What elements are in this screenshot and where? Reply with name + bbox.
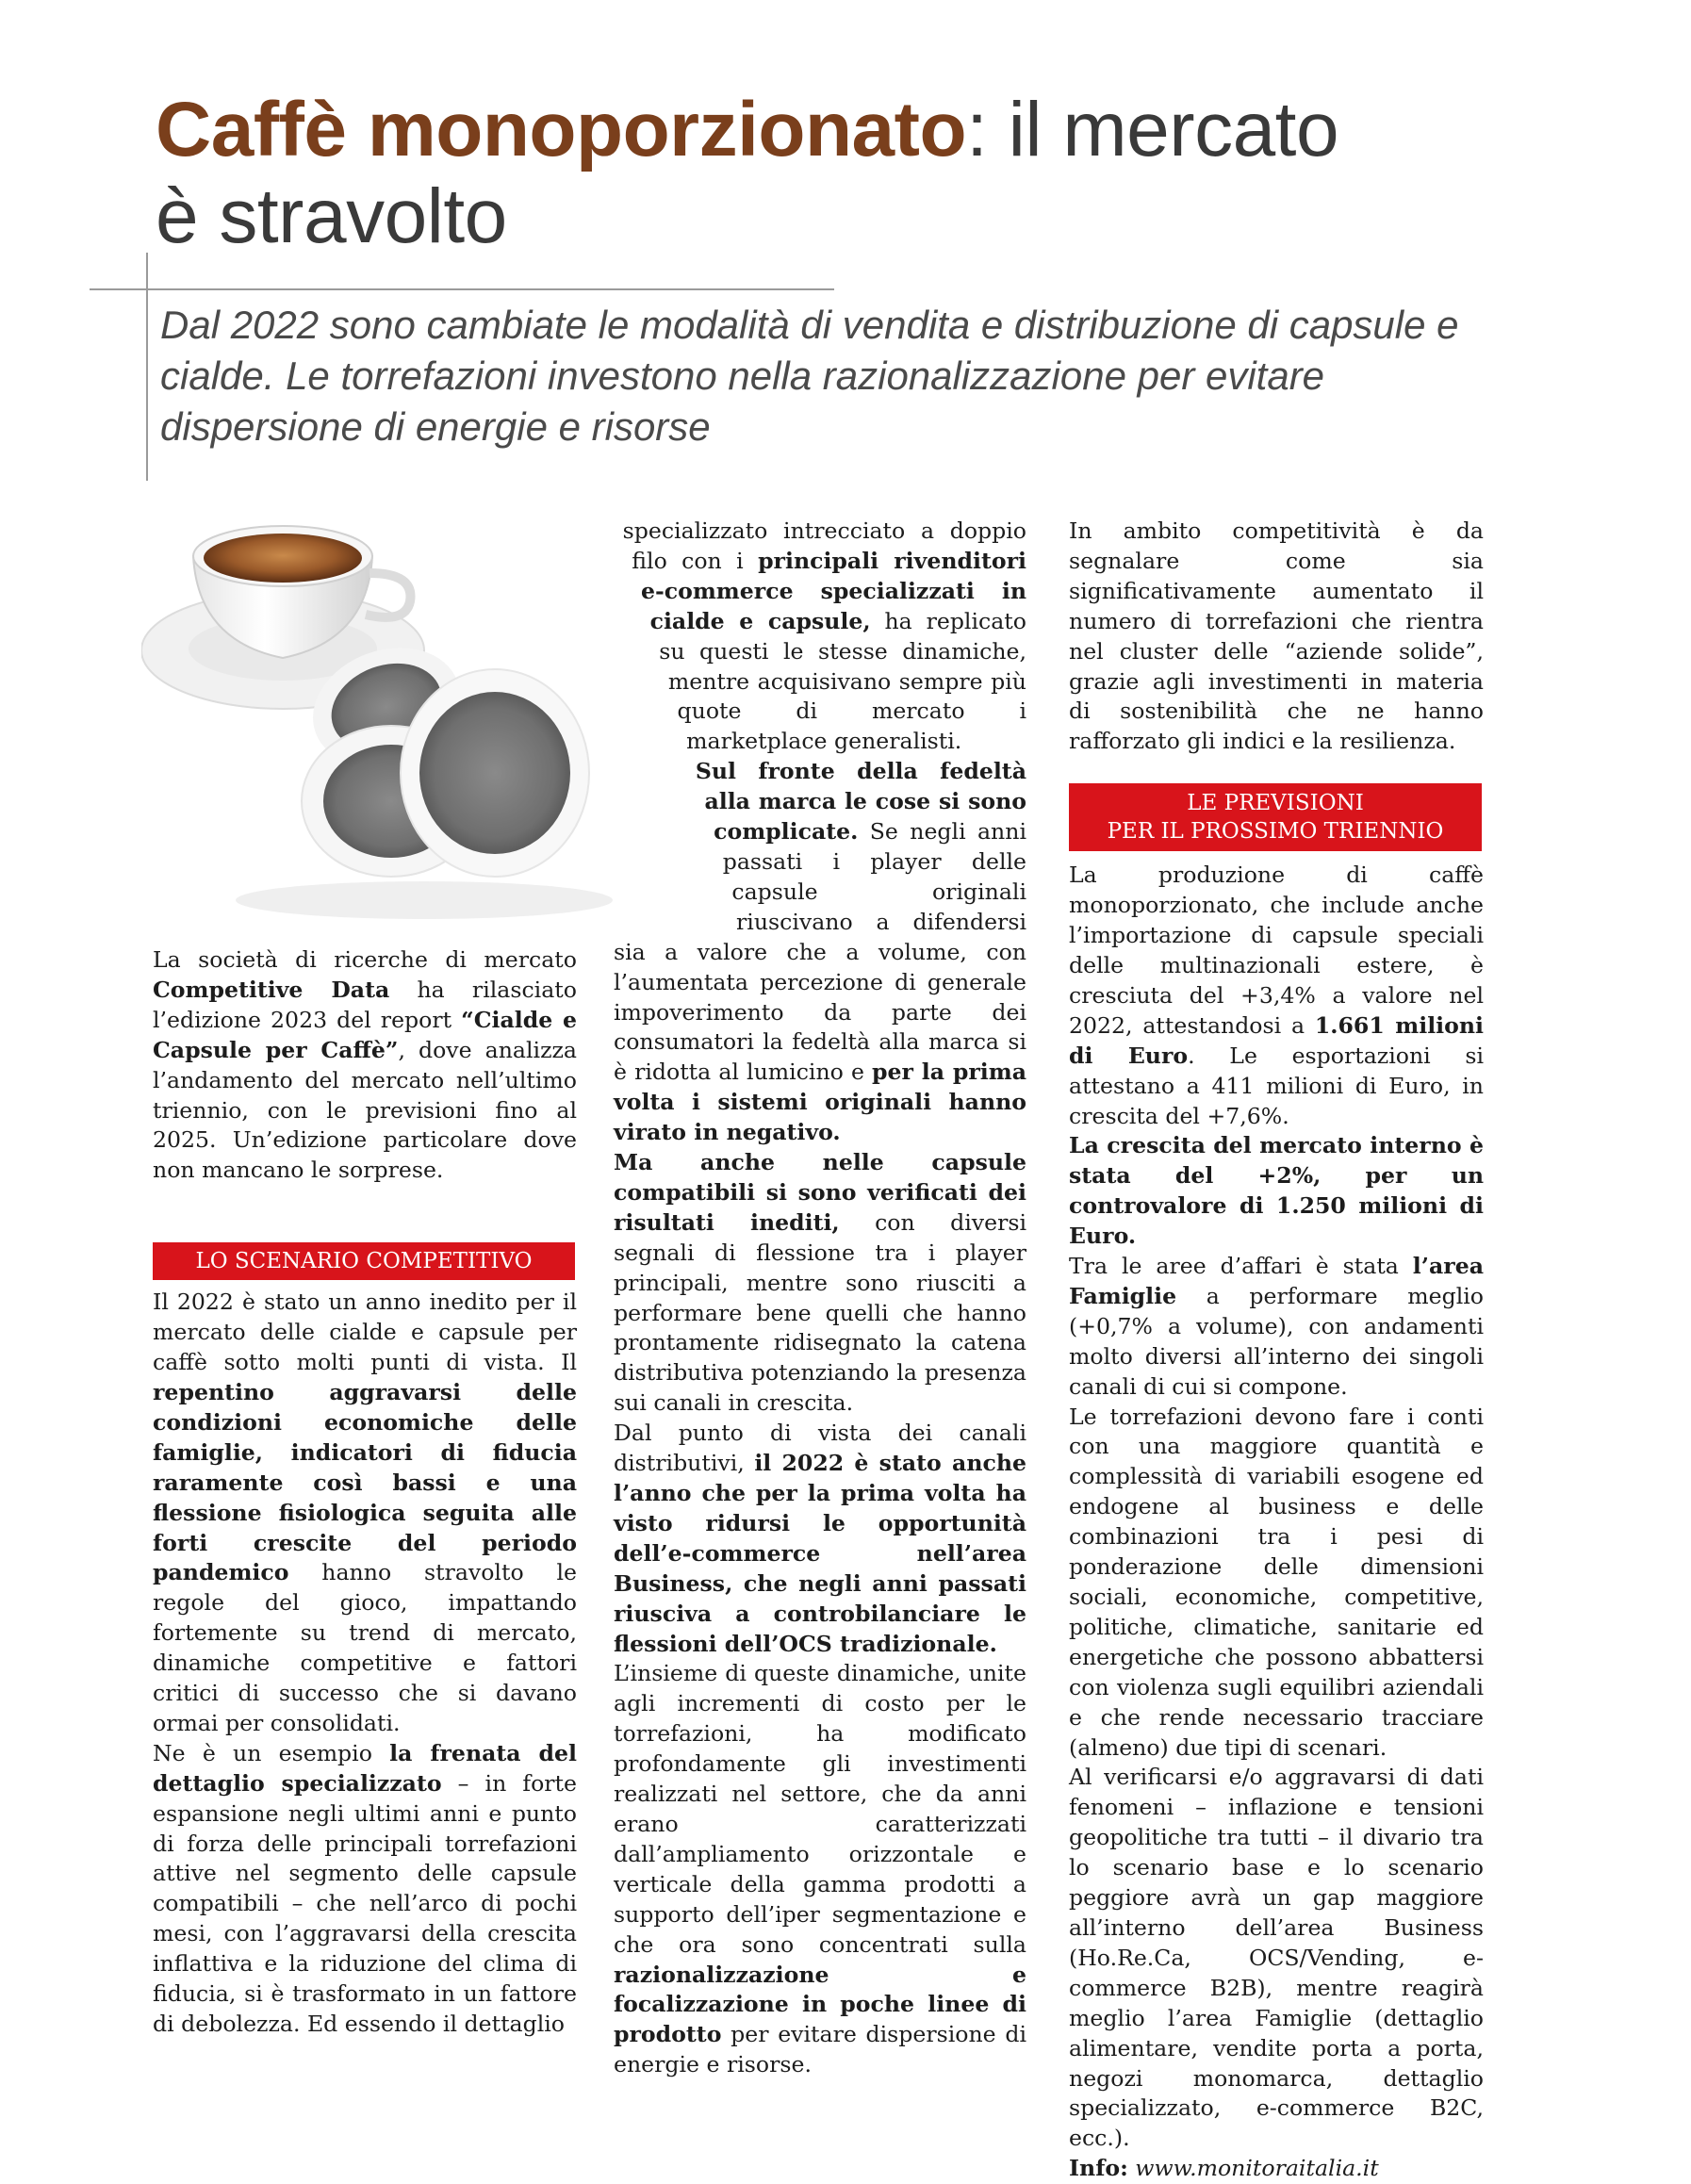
espresso-cup-and-coffee-pods-photo bbox=[141, 500, 632, 924]
article-title bbox=[156, 87, 1569, 260]
text-run: specializzato intrecciato a doppio filo con i bbox=[622, 517, 1026, 574]
text-run: Ne è un esempio bbox=[153, 1739, 390, 1766]
column-1 bbox=[153, 945, 577, 2040]
subtitle-rule bbox=[146, 253, 148, 481]
text-run-bold: repentino aggravarsi delle condizioni economiche delle famiglie, indicatori di fiducia raramente così bassi e una flessione fisiologica seguita alle forti crescite del periodo pandemico bbox=[153, 1378, 577, 1586]
text-run: ha replicato su questi le stesse dinamiche, mentre acquisivano sempre più quote di mercato i marketplace generalisti. bbox=[659, 607, 1026, 755]
info-line bbox=[1069, 2154, 1484, 2184]
text-run: La produzione di caffè monoporzionato, che include anche l’importazione di capsule speciali delle multinazionali estere, è cresciuta del +3,4% a valore nel 2022, attestandosi a bbox=[1069, 862, 1484, 1039]
paragraph-bold: La crescita del mercato interno è stata del +2%, per un controvalore di 1.250 milioni di Euro. bbox=[1069, 1132, 1484, 1250]
text-run: L’insieme di queste dinamiche, unite agli incrementi di costo per le torrefazioni, ha modificato profondamente gli investimenti realizzati nel settore, che da anni erano caratterizzati dall’ampliamento orizzontale e verticale della gamma prodotti a supporto dell’iper segmentazione e che ora sono concentrati sulla bbox=[614, 1660, 1026, 1958]
paragraph bbox=[1069, 861, 1484, 1131]
info-label: Info: bbox=[1069, 2155, 1128, 2182]
column-2 bbox=[614, 517, 1026, 2080]
paragraph bbox=[1069, 1252, 1484, 1403]
section-heading-forecast bbox=[1069, 783, 1482, 851]
text-run-bold: il 2022 è stato anche l’anno che per la prima volta ha visto ridursi le opportunità dell’e-commerce nell’area Business, che negli anni passati riusciva a controbilanciare le flessioni dell’OCS tradizionale. bbox=[614, 1450, 1026, 1657]
title-rest: : il mercato bbox=[966, 87, 1339, 172]
text-run: ha rilasciato l’edizione 2023 del report bbox=[153, 976, 577, 1033]
text-run-bold: razionalizzazione e focalizzazione in poche linee di prodotto bbox=[614, 1961, 1026, 2048]
text-run-bold: Sul fronte della fedeltà alla marca le cose si sono complicate. bbox=[695, 758, 1026, 846]
paragraph: Le torrefazioni devono fare i conti con una maggiore quantità e complessità di variabili esogene ed endogene al business e delle combinazioni tra i pesi di ponderazione delle dimensioni sociali, economiche, competitive, politiche, climatiche, sanitarie ed energetiche che possono abbattersi con violenza sugli equilibri aziendali e che rende necessario tracciare (almeno) due tipi di scenari. bbox=[1069, 1403, 1484, 1761]
text-run-bold: l’area Famiglie bbox=[1069, 1253, 1484, 1309]
title-line2: è stravolto bbox=[156, 173, 507, 259]
title-bold: Caffè monoporzionato bbox=[156, 87, 967, 172]
title-divider bbox=[90, 288, 834, 290]
paragraph: Al verificarsi e/o aggravarsi di dati fenomeni – inflazione e tensioni geopolitiche tra tutti – il divario tra lo scenario base e lo scenario peggiore avrà un gap maggiore all’interno dell’area Business (Ho.Re.Ca, OCS/Vending, e-commerce B2B), mentre reagirà meglio l’area Famiglie (dettaglio alimentare, vendite porta a porta, negozi monomarca, dettaglio specializzato, e-commerce B2C, ecc.). bbox=[1069, 1764, 1484, 2152]
text-run: hanno stravolto le regole del gioco, impattando fortemente su trend di mercato, dinamiche competitive e fattori critici di successo che si davano ormai per consolidati. bbox=[153, 1559, 577, 1736]
text-run: a performare meglio (+0,7% a volume), con andamenti molto diversi all’interno dei singoli canali di cui si compone. bbox=[1069, 1282, 1484, 1400]
text-run-bold: per la prima volta i sistemi originali hanno virato in negativo. bbox=[614, 1059, 1026, 1146]
text-run: Se negli anni passati i player delle capsule originali riuscivano a difendersi sia a valore che a volume, con l’aumentata percezione di generale impoverimento da parte dei consumatori la fedeltà alla marca si è ridotta al lumicino e bbox=[614, 818, 1026, 1086]
heading-line-1: LE PREVISIONI bbox=[1187, 791, 1364, 816]
text-run-bold: la frenata del dettaglio specializzato bbox=[153, 1739, 577, 1797]
paragraph bbox=[153, 1288, 577, 1739]
text-run: La società di ricerche di mercato bbox=[153, 946, 577, 973]
text-run: per evitare dispersione di energie e risorse. bbox=[614, 2021, 1026, 2078]
paragraph bbox=[153, 1739, 577, 2040]
text-run: Il 2022 è stato un anno inedito per il mercato delle cialde e capsule per caffè sotto molti punti di vista. Il bbox=[153, 1289, 577, 1376]
paragraph bbox=[614, 1148, 1026, 1419]
text-run: – in forte espansione negli ultimi anni e punto di forza delle principali torrefazioni attive nel segmento delle capsule compatibili – che nell’arco di pochi mesi, con l’aggravarsi della crescita inflattiva e la riduzione del clima di fiducia, si è trasformato in un fattore di debolezza. Ed essendo il dettaglio bbox=[153, 1769, 577, 2037]
text-run-bold: Ma anche nelle capsule compatibili si sono verificati dei risultati inediti, bbox=[614, 1149, 1026, 1236]
info-link[interactable]: www.monitoraitalia.it bbox=[1135, 2155, 1379, 2182]
text-run: Dal punto di vista dei canali distributivi, bbox=[614, 1420, 1026, 1477]
text-run-bold: principali rivenditori e-commerce specializzati in cialde e capsule, bbox=[640, 547, 1026, 634]
text-run: . Le esportazioni si attestano a 411 milioni di Euro, in crescita del +7,6%. bbox=[1069, 1042, 1484, 1129]
text-run: , dove analizza l’andamento del mercato nell’ultimo triennio, con le previsioni fino al 2025. Un’edizione particolare dove non mancano le sorprese. bbox=[153, 1036, 577, 1184]
text-run-bold: “Cialde e Capsule per Caffè” bbox=[153, 1006, 577, 1063]
paragraph: In ambito competitività è da segnalare come sia significativamente aumentato il numero di torrefazioni che rientra nel cluster delle “aziende solide”, grazie agli investimenti in materia di sostenibilità che ne hanno rafforzato gli indici e la resilienza. bbox=[1069, 517, 1484, 755]
heading-line-2: PER IL PROSSIMO TRIENNIO bbox=[1107, 819, 1444, 845]
section-heading-scenario: LO SCENARIO COMPETITIVO bbox=[153, 1242, 575, 1280]
paragraph bbox=[614, 1419, 1026, 1659]
text-run-bold: 1.661 milioni di Euro bbox=[1069, 1011, 1484, 1069]
text-run-bold: Competitive Data bbox=[153, 976, 390, 1003]
paragraph bbox=[614, 1659, 1026, 2080]
text-run: Tra le aree d’affari è stata bbox=[1069, 1253, 1413, 1280]
text-run: con diversi segnali di flessione tra i player principali, mentre sono riusciti a performare bene quelli che hanno prontamente ridisegnato la catena distributiva potenziando la presenza sui canali in crescita. bbox=[614, 1208, 1026, 1417]
column-3 bbox=[1069, 517, 1484, 2184]
intro-paragraph bbox=[153, 945, 577, 1186]
article-subtitle: Dal 2022 sono cambiate le modalità di vendita e distribuzione di capsule e cialde. Le torrefazioni investono nella razionalizzazione per evitare dispersione di energie e risorse bbox=[160, 303, 1459, 449]
